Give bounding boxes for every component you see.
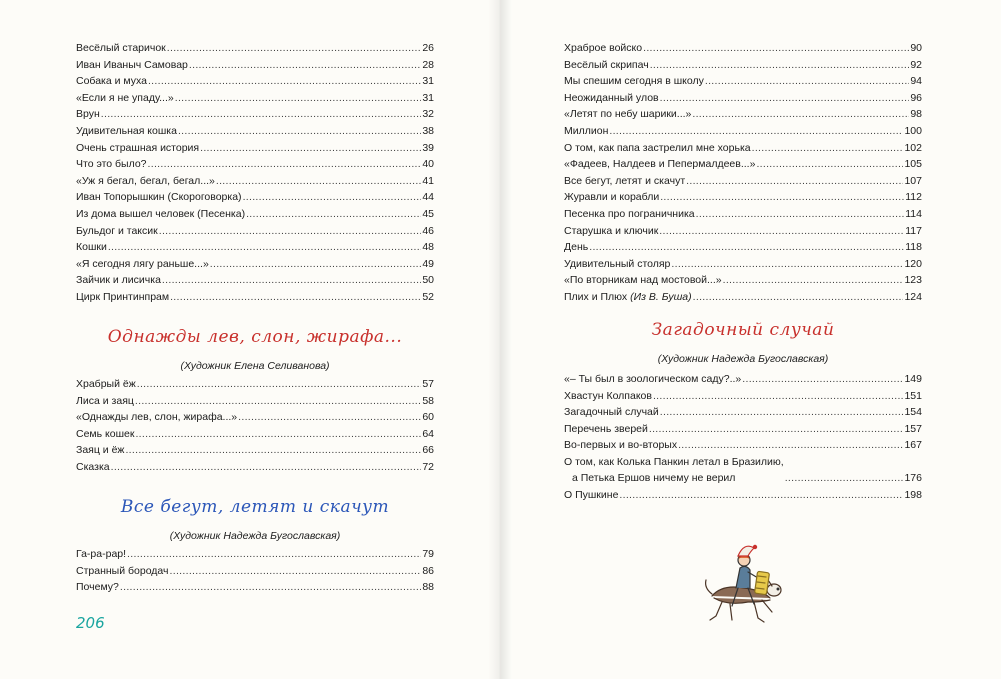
section-artist-vse-begut: (Художник Надежда Бугославская) — [169, 530, 341, 542]
toc-entry-page: 26 — [422, 42, 434, 54]
toc-entry — [76, 156, 434, 173]
toc-leader-dots — [659, 223, 904, 240]
toc-entry-page: 157 — [904, 422, 922, 435]
toc-entry-page: 90 — [910, 42, 922, 54]
toc-entry — [76, 563, 434, 580]
toc-entry — [76, 546, 434, 563]
toc-entry-page: 31 — [422, 91, 434, 104]
toc-entry-page: 96 — [910, 91, 922, 104]
toc-entry — [76, 106, 434, 123]
toc-entry — [564, 487, 922, 504]
toc-entry-title: Во-первых и во-вторых — [564, 439, 678, 452]
toc-entry — [564, 388, 922, 405]
toc-entry-title: Удивительный столяр — [564, 257, 671, 270]
section-list-vse-begut — [76, 546, 434, 596]
toc-entry — [76, 459, 434, 476]
toc-leader-dots — [108, 239, 421, 256]
toc-leader-dots — [619, 487, 903, 504]
toc-entry — [76, 272, 434, 289]
toc-entry-page: 118 — [905, 241, 922, 254]
toc-entry-title: Кошки — [76, 241, 107, 254]
toc-entry-page: 79 — [422, 548, 434, 560]
toc-entry — [564, 239, 922, 256]
toc-leader-dots — [137, 376, 422, 393]
toc-entry-title: Мы спешим сегодня в школу — [564, 75, 704, 88]
toc-leader-dots — [660, 404, 904, 421]
toc-entry-title: «Фадеев, Налдеев и Пепермалдеев...» — [564, 158, 756, 171]
toc-entry-page: 45 — [422, 207, 434, 220]
toc-entry — [76, 90, 434, 107]
toc-entry-title: Из дома вышел человек (Песенка) — [76, 207, 246, 220]
toc-entry — [564, 40, 922, 57]
toc-entry-title: Храброе войско — [564, 42, 643, 54]
toc-leader-dots — [643, 40, 909, 57]
toc-entry-page: 198 — [904, 488, 922, 501]
toc-entry-page: 72 — [422, 460, 434, 473]
toc-entry-title: Неожиданный улов — [564, 91, 659, 104]
toc-leader-dots — [135, 426, 421, 443]
toc-entry-page: 176 — [904, 472, 922, 485]
toc-entry-page: 52 — [422, 290, 434, 303]
toc-entry-title: Хвастун Колпаков — [564, 389, 652, 402]
toc-leader-dots — [135, 393, 421, 410]
toc-leader-dots — [609, 123, 903, 140]
toc-entry — [76, 140, 434, 157]
toc-entry-page: 105 — [904, 158, 922, 171]
toc-entry-page: 58 — [422, 394, 434, 407]
toc-leader-dots — [101, 106, 422, 123]
toc-entry — [76, 123, 434, 140]
toc-entry-page: 39 — [422, 141, 434, 154]
toc-entry — [564, 156, 922, 173]
toc-leader-dots — [120, 579, 421, 596]
toc-entry-title: «Если я не упаду...» — [76, 91, 174, 104]
toc-entry-title: Удивительная кошка — [76, 124, 177, 137]
toc-entry-title: Странный бородач — [76, 564, 169, 577]
section-title-zagadochny: Загадочный случай — [651, 320, 835, 340]
toc-leader-dots — [589, 239, 904, 256]
toc-leader-dots — [170, 289, 421, 306]
toc-entry-title: Почему? — [76, 581, 119, 594]
toc-entry-title: Весёлый старичок — [76, 42, 166, 54]
toc-entry-title: Очень страшная история — [76, 141, 200, 154]
toc-entry-title: Что это было? — [76, 158, 147, 171]
toc-entry — [76, 239, 434, 256]
toc-entry-page: 38 — [422, 124, 434, 137]
toc-entry-title: Иван Топорышкин (Скороговорка) — [76, 191, 242, 204]
toc-entry — [564, 90, 922, 107]
section-title-odnazhdy: Однажды лев, слон, жирафа... — [107, 327, 403, 347]
toc-entry-title: «Однажды лев, слон, жирафа...» — [76, 411, 238, 424]
toc-entry-title: Врун — [76, 108, 100, 121]
toc-entry — [564, 421, 922, 438]
toc-entry-title-main: Плих и Плюх — [564, 290, 631, 303]
toc-leader-dots — [127, 546, 421, 563]
toc-leader-dots — [686, 173, 903, 190]
toc-entry-page: 149 — [904, 373, 922, 385]
toc-entry — [564, 173, 922, 190]
toc-entry-title-note: (Из В. Буша) — [630, 290, 692, 303]
toc-entry-page: 88 — [422, 581, 434, 594]
toc-entry — [76, 40, 434, 57]
toc-entry — [76, 206, 434, 223]
toc-entry-page: 151 — [904, 389, 922, 402]
toc-entry-title: Весёлый скрипач — [564, 58, 649, 71]
toc-leader-dots — [705, 73, 909, 90]
toc-entry-page: 94 — [910, 75, 922, 88]
toc-entry-title: «– Ты был в зоологическом саду?..» — [564, 373, 742, 385]
toc-entry — [76, 223, 434, 240]
toc-leader-dots — [742, 371, 903, 388]
toc-leader-dots — [210, 256, 422, 273]
toc-entry-title: Заяц и ёж — [76, 444, 125, 457]
toc-entry-title: Храбрый ёж — [76, 378, 136, 390]
toc-entry-title: «По вторникам над мостовой...» — [564, 274, 722, 287]
book-gutter — [488, 0, 512, 679]
section-title-vse-begut: Все бегут, летят и скачут — [120, 497, 390, 517]
toc-leader-dots — [246, 206, 421, 223]
toc-entry-title: «Уж я бегал, бегал, бегал...» — [76, 174, 215, 187]
toc-entry-title: Перечень зверей — [564, 422, 648, 435]
toc-entry-page: 46 — [422, 224, 434, 237]
toc-entry-title: Загадочный случай — [564, 406, 659, 419]
toc-leader-dots — [696, 206, 905, 223]
toc-leader-dots — [111, 459, 422, 476]
toc-entry — [564, 289, 922, 306]
toc-entry — [76, 57, 434, 74]
toc-leader-dots — [148, 156, 422, 173]
toc-entry — [76, 73, 434, 90]
left-page — [76, 0, 434, 679]
toc-entry-page: 102 — [904, 141, 922, 154]
toc-entry-page: 28 — [422, 58, 434, 71]
toc-entry-page: 92 — [910, 58, 922, 71]
toc-entry-title: День — [564, 241, 589, 254]
toc-leader-dots — [671, 256, 903, 273]
section-artist-odnazhdy: (Художник Елена Селиванова) — [180, 360, 330, 372]
toc-leader-dots — [752, 140, 904, 157]
toc-entry — [564, 437, 922, 454]
toc-entry-page: 40 — [422, 158, 434, 171]
toc-entry-page: 49 — [422, 257, 434, 270]
toc-entry-page: 41 — [422, 174, 434, 187]
toc-entry-page: 57 — [422, 378, 434, 390]
toc-leader-dots — [653, 388, 904, 405]
toc-leader-dots — [650, 57, 910, 74]
toc-entry — [76, 579, 434, 596]
toc-entry — [564, 223, 922, 240]
toc-entry — [76, 173, 434, 190]
toc-entry — [564, 272, 922, 289]
toc-entry-page: 124 — [904, 290, 922, 303]
toc-entry-page: 154 — [904, 406, 922, 419]
toc-entry — [564, 106, 922, 123]
toc-entry — [76, 393, 434, 410]
toc-entry-title: Га-ра-рар! — [76, 548, 127, 560]
left-toc-list — [76, 40, 434, 306]
toc-entry — [564, 371, 922, 388]
toc-entry-title: Иван Иваныч Самовар — [76, 58, 188, 71]
toc-leader-dots — [756, 156, 903, 173]
toc-entry-title: Песенка про пограничника — [564, 207, 695, 220]
toc-leader-dots — [692, 106, 909, 123]
toc-entry-page: 114 — [905, 207, 922, 220]
toc-entry — [564, 57, 922, 74]
section-list-zagadochny — [564, 371, 922, 504]
toc-entry-page: 107 — [904, 174, 922, 187]
toc-entry-title: Миллион — [564, 124, 609, 137]
toc-entry — [564, 256, 922, 273]
toc-entry-page: 123 — [904, 274, 922, 287]
toc-entry-title: «Я сегодня лягу раньше...» — [76, 257, 209, 270]
toc-entry-page: 60 — [422, 411, 434, 424]
toc-entry-page: 86 — [422, 564, 434, 577]
right-toc-list — [564, 40, 922, 306]
toc-entry-title-line2: а Петька Ершов ничему не верил — [572, 472, 736, 485]
toc-leader-dots — [693, 289, 904, 306]
toc-entry-page: 32 — [422, 108, 434, 121]
toc-entry — [76, 409, 434, 426]
toc-entry-title: Зайчик и лисичка — [76, 274, 161, 287]
toc-entry-title: Журавли и корабли — [564, 191, 660, 204]
toc-entry — [76, 442, 434, 459]
toc-leader-dots — [678, 437, 903, 454]
toc-leader-dots — [785, 470, 904, 487]
section-artist-zagadochny: (Художник Надежда Бугославская) — [657, 353, 829, 365]
toc-entry-title-line1: О том, как Колька Панкин летал в Бразилию, — [564, 455, 784, 468]
child-riding-dog-illustration — [692, 532, 792, 632]
toc-leader-dots — [162, 272, 421, 289]
toc-leader-dots — [159, 223, 422, 240]
toc-entry-page: 112 — [905, 191, 922, 204]
toc-entry-page: 100 — [904, 124, 922, 137]
toc-leader-dots — [238, 409, 421, 426]
toc-entry-title: Лиса и заяц — [76, 394, 134, 407]
toc-leader-dots — [243, 189, 422, 206]
toc-entry-title: Все бегут, летят и скачут — [564, 174, 686, 187]
toc-entry — [76, 376, 434, 393]
toc-entry-page: 120 — [904, 257, 922, 270]
toc-entry-page: 98 — [910, 108, 922, 121]
toc-entry-title — [564, 289, 692, 306]
toc-leader-dots — [178, 123, 421, 140]
toc-entry — [564, 206, 922, 223]
toc-entry-title: Семь кошек — [76, 427, 135, 440]
toc-leader-dots — [167, 40, 422, 57]
toc-leader-dots — [649, 421, 904, 438]
toc-entry-title: О Пушкине — [564, 488, 619, 501]
toc-leader-dots — [189, 57, 421, 74]
toc-leader-dots — [723, 272, 904, 289]
toc-entry-title: Бульдог и таксик — [76, 224, 158, 237]
toc-leader-dots — [216, 173, 421, 190]
toc-entry-page: 48 — [422, 241, 434, 254]
toc-entry — [76, 289, 434, 306]
toc-entry — [564, 140, 922, 157]
toc-leader-dots — [170, 563, 422, 580]
toc-leader-dots — [148, 73, 421, 90]
toc-entry-title: Старушка и ключик — [564, 224, 659, 237]
toc-entry-page: 66 — [422, 444, 434, 457]
toc-entry — [76, 256, 434, 273]
toc-entry — [76, 189, 434, 206]
toc-entry-page: 44 — [422, 191, 434, 204]
toc-entry — [564, 189, 922, 206]
toc-entry — [564, 404, 922, 421]
toc-entry-title: Сказка — [76, 460, 110, 473]
toc-entry — [564, 123, 922, 140]
toc-entry — [564, 73, 922, 90]
toc-entry — [76, 426, 434, 443]
section-list-odnazhdy — [76, 376, 434, 476]
toc-leader-dots — [175, 90, 422, 107]
toc-entry-page: 167 — [904, 439, 922, 452]
toc-entry-title: О том, как папа застрелил мне хорька — [564, 141, 751, 154]
toc-entry-title — [564, 454, 784, 487]
toc-entry-page: 50 — [422, 274, 434, 287]
toc-leader-dots — [660, 90, 910, 107]
toc-leader-dots — [125, 442, 421, 459]
toc-entry — [564, 454, 922, 487]
toc-entry-title: Собака и муха — [76, 75, 147, 88]
toc-entry-title: «Летят по небу шарики...» — [564, 108, 692, 121]
toc-entry-title: Цирк Принтинпрам — [76, 290, 170, 303]
toc-leader-dots — [200, 140, 421, 157]
toc-entry-page: 117 — [905, 224, 922, 237]
page-number: 206 — [76, 614, 105, 632]
toc-entry-page: 64 — [422, 427, 434, 440]
toc-leader-dots — [660, 189, 904, 206]
toc-entry-page: 31 — [422, 75, 434, 88]
